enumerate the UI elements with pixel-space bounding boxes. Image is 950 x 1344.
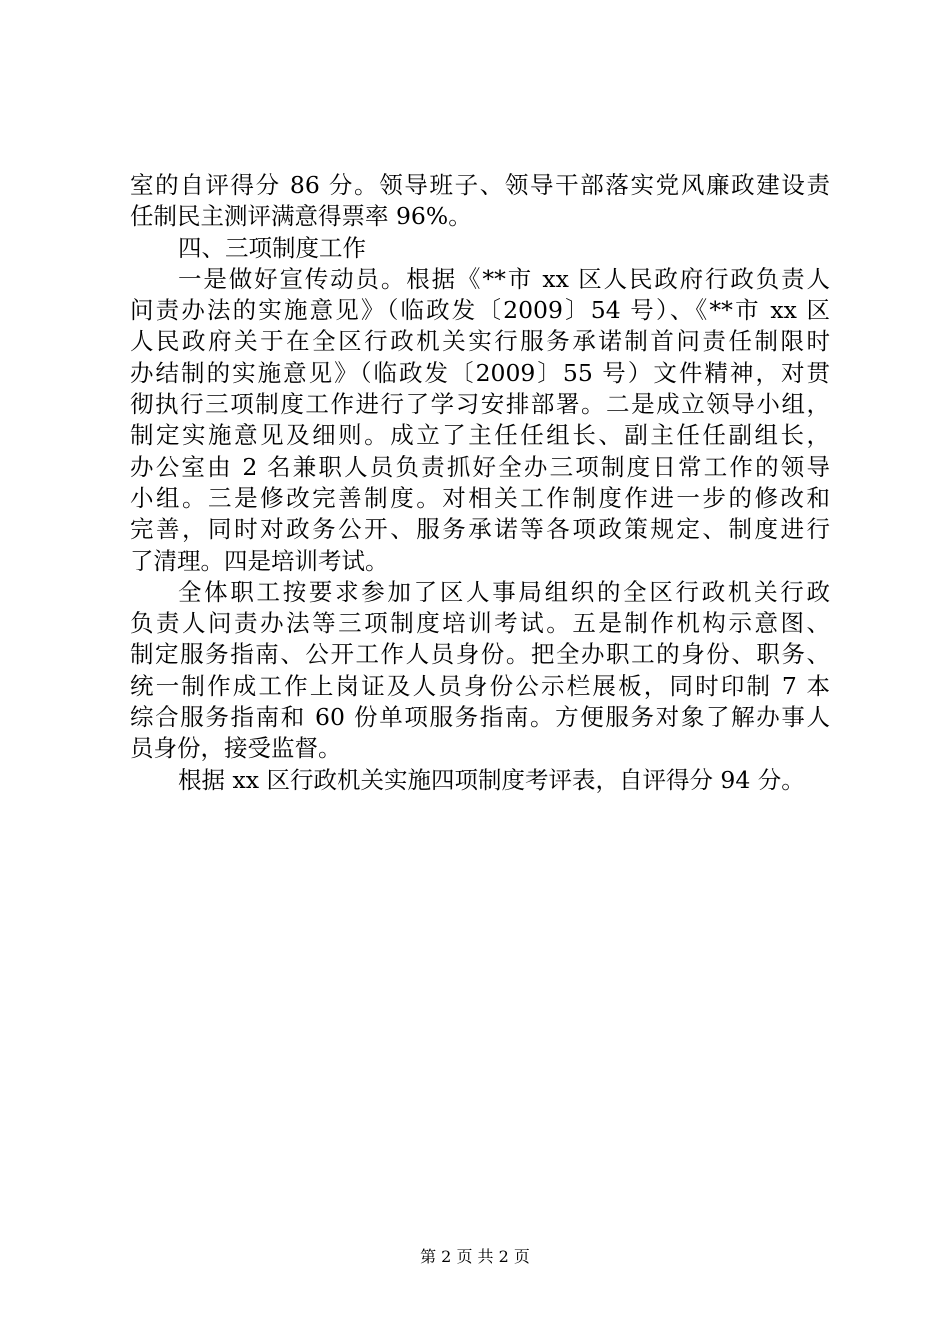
- text-line: 办公室由 2 名兼职人员负责抓好全办三项制度日常工作的领导: [130, 452, 830, 481]
- text-line: 综合服务指南和 60 份单项服务指南。方便服务对象了解办事人: [130, 703, 830, 732]
- text-line: 负责人问责办法等三项制度培训考试。五是制作机构示意图、: [130, 609, 830, 638]
- text-line: 室的自评得分 86 分。领导班子、领导干部落实党风廉政建设责: [130, 171, 830, 199]
- text-line: 小组。三是修改完善制度。对相关工作制度作进一步的修改和: [130, 483, 830, 512]
- text-line: 人民政府关于在全区行政机关实行服务承诺制首问责任制限时: [130, 327, 830, 356]
- text-line: 全体职工按要求参加了区人事局组织的全区行政机关行政: [178, 577, 830, 606]
- text-line: 制定实施意见及细则。成立了主任任组长、副主任任副组长，: [130, 421, 830, 450]
- text-line: 根据 xx 区行政机关实施四项制度考评表，自评得分 94 分。: [178, 765, 805, 794]
- text-line: 一是做好宣传动员。根据《**市 xx 区人民政府行政负责人: [178, 264, 830, 293]
- text-line: 办结制的实施意见》（临政发〔2009〕55 号）文件精神，对贯: [130, 358, 830, 387]
- text-line: 任制民主测评满意得票率 96%。: [130, 202, 472, 231]
- text-line: 制定服务指南、公开工作人员身份。把全办职工的身份、职务、: [130, 640, 830, 669]
- page-number-footer: 第 2 页 共 2 页: [420, 1247, 530, 1266]
- text-line: 统一制作成工作上岗证及人员身份公示栏展板，同时印制 7 本: [130, 671, 830, 700]
- text-line: 彻执行三项制度工作进行了学习安排部署。二是成立领导小组，: [130, 390, 830, 419]
- text-line: 问责办法的实施意见》（临政发〔2009〕54 号）、《**市 xx 区: [130, 296, 830, 325]
- document-body: [130, 170, 830, 796]
- text-line: 了清理。四是培训考试。: [130, 546, 389, 575]
- text-line: 员身份，接受监督。: [130, 734, 342, 763]
- section-heading: 四、三项制度工作: [178, 233, 366, 262]
- text-line: 完善，同时对政务公开、服务承诺等各项政策规定、制度进行: [130, 515, 830, 544]
